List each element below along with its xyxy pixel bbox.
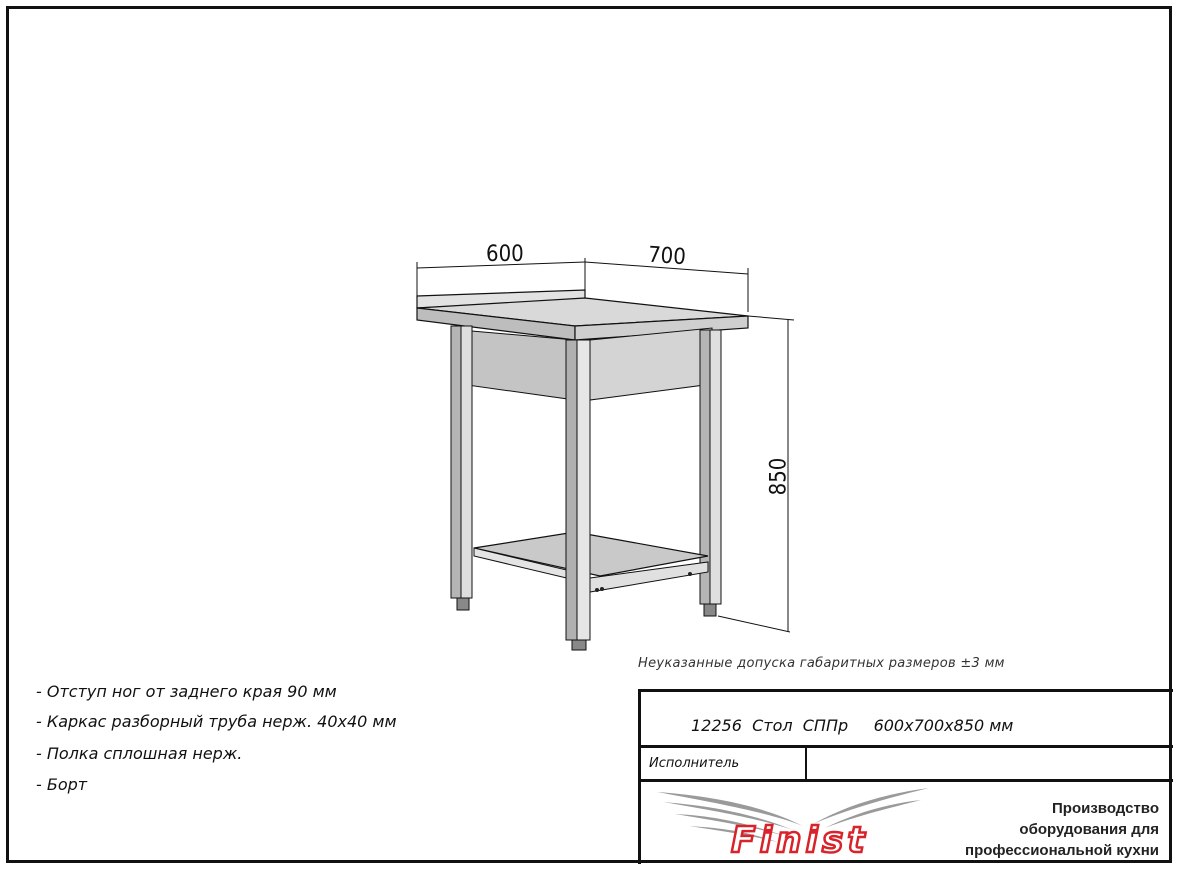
title-block-product-row [641,692,1173,748]
dimension-depth: 700 [647,242,687,271]
executor-label: Исполнитель [649,756,740,771]
tolerance-note: Неуказанные допуска габаритных размеров ±3 мм [638,656,1005,671]
product-title: 12256 Стол СППр 600х700х850 мм [691,716,1014,735]
dimension-height: 850 [766,457,792,496]
finist-logo [653,784,933,856]
note-shelf: - Полка сплошная нерж. [36,744,243,763]
logo-text: Finist [731,820,869,856]
company-line-3: профессиональной кухни [965,842,1159,859]
title-block [638,689,1173,864]
executor-label-cell [641,748,807,779]
note-splash: - Борт [36,775,88,794]
dimension-width: 600 [486,242,524,267]
company-description [929,798,1159,861]
note-frame: - Каркас разборный труба нерж. 40х40 мм [36,712,397,731]
note-leg-offset: - Отступ ног от заднего края 90 мм [36,682,337,701]
company-line-1: Производство [1052,800,1159,817]
company-line-2: оборудования для [1019,821,1159,838]
title-block-executor-row [641,748,1173,782]
